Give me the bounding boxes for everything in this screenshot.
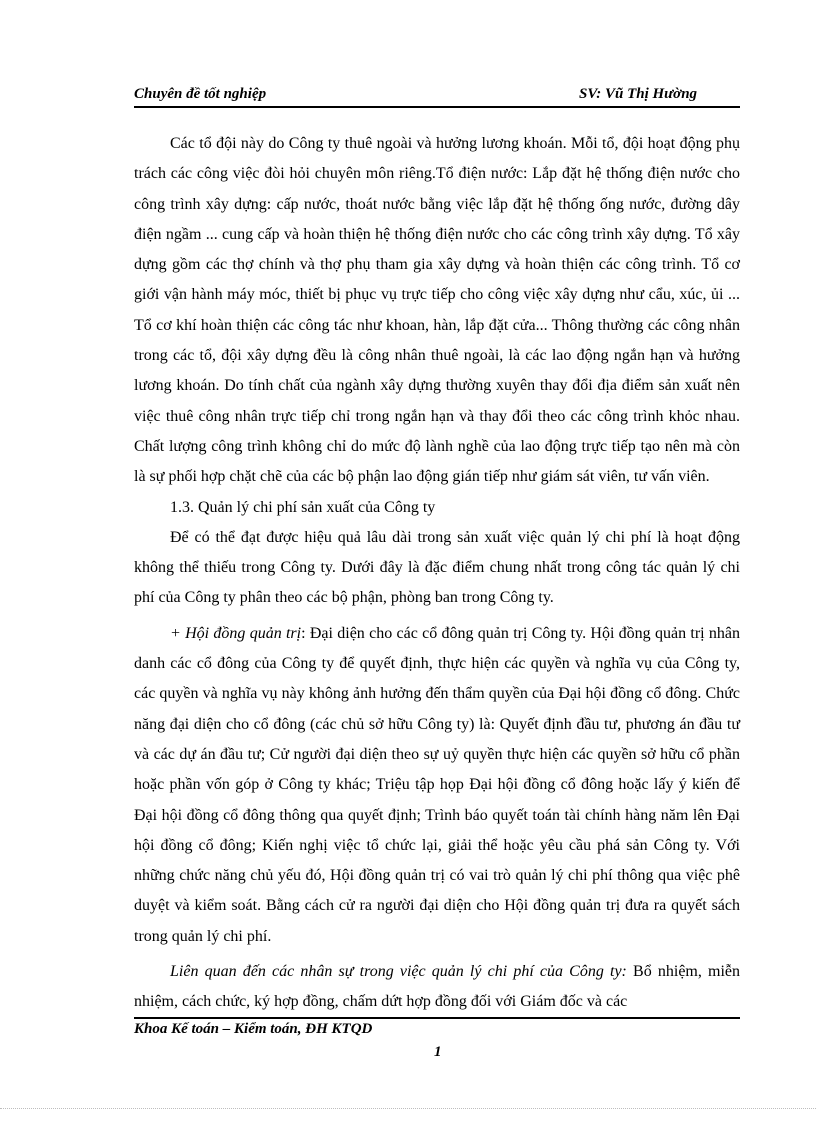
document-body bbox=[134, 129, 740, 1018]
paragraph-personnel bbox=[134, 957, 740, 1018]
paragraph-teams: Các tổ đội này do Công ty thuê ngoài và hưởng lương khoán. Mỗi tổ, đội hoạt động phụ trách các công việc đòi hỏi chuyên môn riêng.Tổ điện nước: Lắp đặt hệ thống điện nước cho công trình xây dựng: cấp nước, thoát nước bằng việc lắp đặt hệ thống ống nước, đường dây điện ngầm ... cung cấp và hoàn thiện hệ thống điện nước cho các công trình xây dựng. Tổ xây dựng gồm các thợ chính và thợ phụ tham gia xây dựng và hoàn thiện các công trình. Tổ cơ giới vận hành máy móc, thiết bị phục vụ trực tiếp cho công việc xây dựng như cẩu, xúc, ủi ... Tổ cơ khí hoàn thiện các công tác như khoan, hàn, lắp đặt cửa... Thông thường các công nhân trong các tổ, đội xây dựng đều là công nhân thuê ngoài, là các lao động ngắn hạn và hưởng lương khoán. Do tính chất của ngành xây dựng thường xuyên thay đổi địa điểm sản xuất nên việc thuê công nhân trực tiếp chỉ trong ngắn hạn và thay đổi theo các công trình khỏc nhau. Chất lượng công trình không chỉ do mức độ lành nghề của lao động trực tiếp tạo nên mà còn là sự phối hợp chặt chẽ của các bộ phận lao động gián tiếp như giám sát viên, tư vấn viên. bbox=[134, 135, 740, 486]
header-divider bbox=[134, 106, 740, 108]
personnel-text: Bổ nhiệm, miễn nhiệm, cách chức, ký hợp đồng, chấm dứt hợp đồng đối với Giám đốc và các bbox=[134, 963, 741, 1011]
thesis-label: Chuyên đề tốt nghiệp bbox=[134, 86, 267, 102]
board-text: : Đại diện cho các cổ đông quản trị Công ty. Hội đồng quản trị nhân danh các cổ đông của Công ty để quyết định, thực hiện các quyền và nghĩa vụ của Công ty, các quyền và nghĩa vụ này không ảnh hưởng đến thẩm quyền của Đại hội đồng cổ đông. Chức năng đại diện cho cổ đông (các chủ sở hữu Công ty) là: Quyết định đầu tư, phương án đầu tư và các dự án đầu tư; Cử người đại diện theo sự uỷ quyền thực hiện các quyền sở hữu cổ phần hoặc phần vốn góp ở Công ty khác; Triệu tập họp Đại hội đồng cổ đông hoặc lấy ý kiến để Đại hội đồng cổ đông thông qua quyết định; Trình báo quyết toán tài chính hàng năm lên Đại hội đồng cổ đông; Kiến nghị việc tổ chức lại, giải thể hoặc yêu cầu phá sản Công ty. Với những chức năng chủ yếu đó, Hội đồng quản trị có vai trò quản lý chi phí thông qua việc phê duyệt và kiểm soát. Bằng cách cử ra người đại diện cho Hội đồng quản trị đưa ra quyết sách trong quản lý chi phí. bbox=[134, 624, 740, 945]
paragraph-board bbox=[134, 619, 740, 952]
paragraph-cost-management: Để có thể đạt được hiệu quả lâu dài trong sản xuất việc quản lý chi phí là hoạt động không thể thiếu trong Công ty. Dưới đây là đặc điểm chung nhất trong công tác quản lý chi phí của Công ty phân theo các bộ phận, phòng ban trong Công ty. bbox=[134, 528, 740, 607]
student-name: SV: Vũ Thị Hường bbox=[579, 86, 698, 102]
footer-faculty: Khoa Kế toán – Kiểm toán, ĐH KTQD bbox=[134, 1021, 373, 1037]
page-boundary bbox=[0, 1108, 816, 1109]
section-heading: 1.3. Quản lý chi phí sản xuất của Công ty bbox=[170, 498, 436, 516]
page-header bbox=[134, 86, 740, 103]
personnel-lead: Liên quan đến các nhân sự trong việc quản lý chi phí của Công ty: bbox=[170, 963, 627, 981]
board-lead: + Hội đồng quản trị bbox=[170, 624, 302, 642]
footer-divider bbox=[134, 1017, 740, 1019]
page-number: 1 bbox=[434, 1044, 442, 1060]
